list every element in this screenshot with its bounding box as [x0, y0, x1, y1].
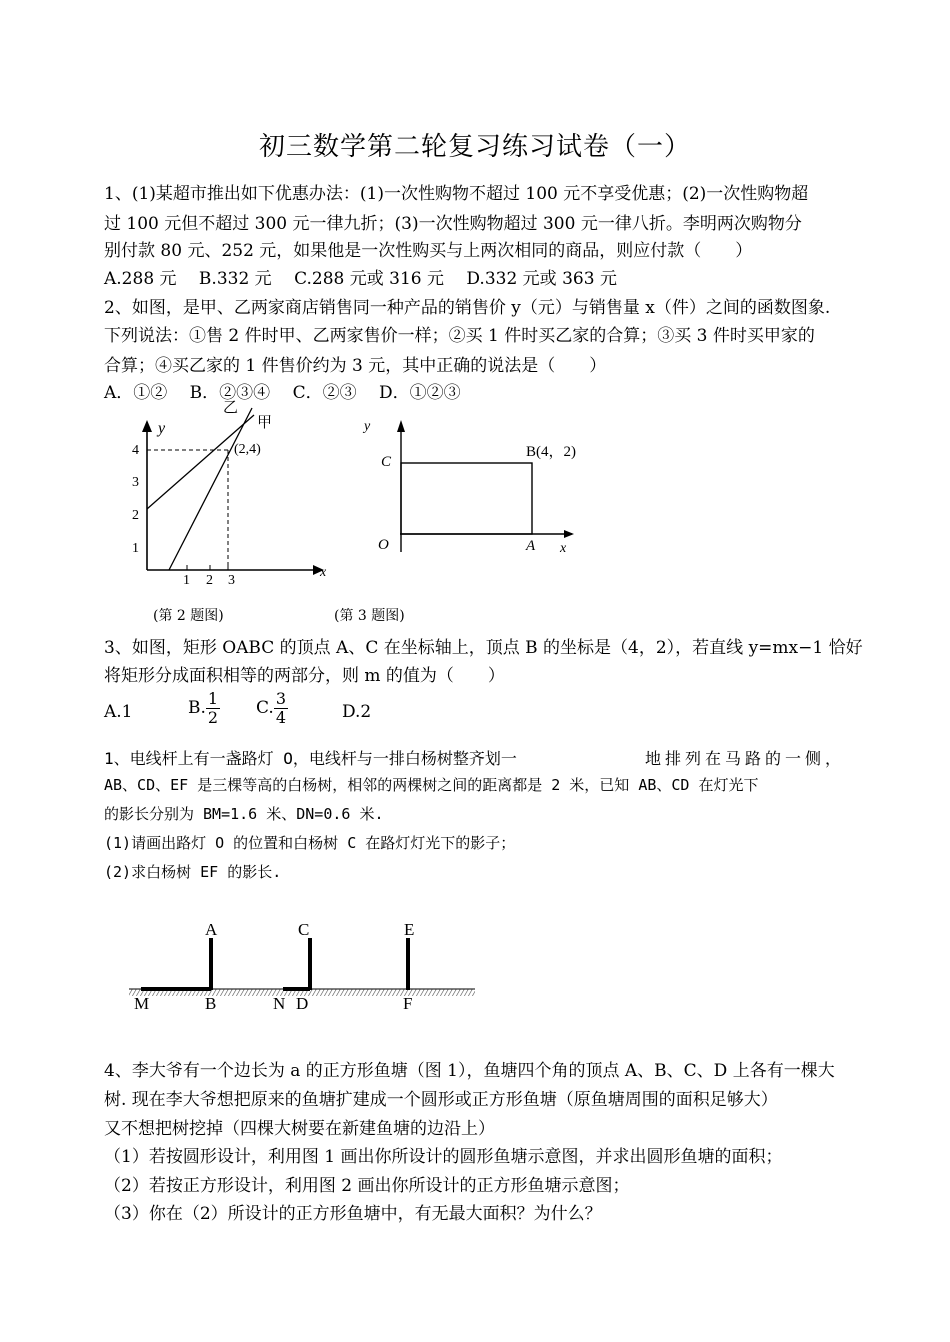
label-m: M	[134, 994, 150, 1013]
fraction-one-half	[206, 690, 220, 727]
lamp-line-3: 的影长分别为 BM=1.6 米、DN=0.6 米.	[104, 805, 384, 823]
point-c-label: C	[381, 454, 392, 470]
label-b: B	[205, 994, 217, 1013]
point-a-label: A	[526, 538, 536, 554]
label-yi: 乙	[223, 398, 239, 416]
x-tick-label-1: 1	[183, 573, 190, 588]
fig2-caption: (第 2 题图)	[153, 608, 224, 624]
q3-line-1: 3、如图，矩形 OABC 的顶点 A、C 在坐标轴上，顶点 B 的坐标是（4，2），若直线 y=mx−1 恰好	[104, 638, 863, 658]
y-axis-label: y	[364, 419, 371, 434]
q2-line-1: 2、如图，是甲、乙两家商店销售同一种产品的销售价 y（元）与销售量 x（件）之间的函数图象.	[104, 298, 831, 318]
trees-figure	[125, 918, 485, 1018]
x-tick-label-3: 3	[228, 573, 235, 588]
intersection-label: (2,4)	[234, 442, 261, 457]
y-axis-arrow	[142, 420, 152, 432]
q2-line-2: 下列说法：①售 2 件时甲、乙两家售价一样；②买 1 件时买乙家的合算；③买 3 件时买甲家的	[104, 326, 815, 346]
label-a: A	[205, 920, 218, 939]
x-axis-arrow	[564, 530, 574, 538]
q3-rectangle-graph	[360, 412, 590, 562]
q4-line-2: 树. 现在李大爷想把原来的鱼塘扩建成一个圆形或正方形鱼塘（原鱼塘周围的面积足够大）	[104, 1090, 778, 1110]
q3-option-a: A.1	[104, 702, 133, 722]
origin-label: O	[378, 537, 389, 553]
q1-line-3: 别付款 80 元、252 元，如果他是一次性购买与上两次相同的商品，则应付款（ ）	[104, 241, 753, 261]
fraction-denominator: 4	[275, 708, 286, 727]
q2-options: A．①② B．②③④ C．②③ D．①②③	[104, 383, 461, 403]
rectangle-oabc	[401, 463, 532, 534]
q4-line-1: 4、李大爷有一个边长为 a 的正方形鱼塘（图 1），鱼塘四个角的顶点 A、B、C、D 上各有一棵大	[104, 1061, 835, 1081]
label-jia: 甲	[257, 413, 273, 431]
q4-line-5: （2）若按正方形设计，利用图 2 画出你所设计的正方形鱼塘示意图；	[104, 1176, 630, 1196]
q3-option-c-prefix: C.	[256, 698, 274, 718]
fraction-denominator: 2	[207, 708, 219, 727]
page-title: 初三数学第二轮复习练习试卷（一）	[258, 132, 691, 162]
point-b-label: B(4，2)	[526, 444, 576, 460]
q4-line-4: （1）若按圆形设计，利用图 1 画出你所设计的圆形鱼塘示意图，并求出圆形鱼塘的面积；	[104, 1147, 783, 1167]
lamp-line-2: AB、CD、EF 是三棵等高的白杨树，相邻的两棵树之间的距离都是 2 米，已知 AB、CD 在灯光下	[104, 776, 759, 794]
y-axis-label: y	[158, 420, 166, 437]
q3-option-d: D.2	[342, 702, 372, 722]
fraction-three-quarters	[274, 690, 288, 727]
q3-line-2: 将矩形分成面积相等的两部分，则 m 的值为（ ）	[104, 666, 505, 686]
lamp-line-5: (2)求白杨树 EF 的影长.	[104, 863, 282, 881]
label-c: C	[298, 920, 310, 939]
y-axis-arrow	[397, 420, 405, 432]
q3-option-c	[256, 690, 288, 727]
q3-option-b-prefix: B.	[188, 698, 206, 718]
x-tick-label-2: 2	[206, 573, 213, 588]
y-tick-label-1: 1	[132, 541, 139, 556]
fraction-numerator: 1	[207, 689, 219, 708]
x-axis-label: x	[320, 565, 327, 580]
q1-line-1: 1、(1)某超市推出如下优惠办法：(1)一次性购物不超过 100 元不享受优惠；(2)一次性购物超	[104, 184, 809, 204]
line-jia	[169, 408, 252, 570]
y-tick-label-3: 3	[132, 475, 139, 490]
label-e: E	[404, 920, 415, 939]
fig3-caption: (第 3 题图)	[334, 608, 405, 624]
lamp-line-1b: 地排列在马路的一侧，	[645, 749, 846, 768]
y-tick-label-2: 2	[132, 508, 139, 523]
q1-line-2: 过 100 元但不超过 300 元一律九折；(3)一次性购物超过 300 元一律八折。李明两次购物分	[104, 214, 802, 234]
q1-options: A.288 元 B.332 元 C.288 元或 316 元 D.332 元或 363 元	[104, 269, 617, 289]
lamp-line-1a: 1、电线杆上有一盏路灯 O，电线杆与一排白杨树整齐划一	[104, 749, 517, 768]
label-d: D	[296, 994, 309, 1013]
fraction-numerator: 3	[275, 689, 286, 708]
q2-line-3: 合算；④买乙家的 1 件售价约为 3 元，其中正确的说法是（ ）	[104, 356, 607, 376]
q2-function-graph	[120, 398, 350, 598]
q4-line-3: 又不想把树挖掉（四棵大树要在新建鱼塘的边沿上）	[104, 1119, 495, 1139]
lamp-line-4: (1)请画出路灯 O 的位置和白杨树 C 在路灯灯光下的影子；	[104, 834, 516, 852]
q3-option-b	[188, 690, 220, 727]
label-f: F	[403, 994, 413, 1013]
q4-line-6: （3）你在（2）所设计的正方形鱼塘中，有无最大面积？为什么？	[104, 1204, 602, 1224]
label-n: N	[273, 994, 286, 1013]
y-tick-label-4: 4	[132, 443, 139, 458]
x-axis-label: x	[560, 541, 567, 556]
